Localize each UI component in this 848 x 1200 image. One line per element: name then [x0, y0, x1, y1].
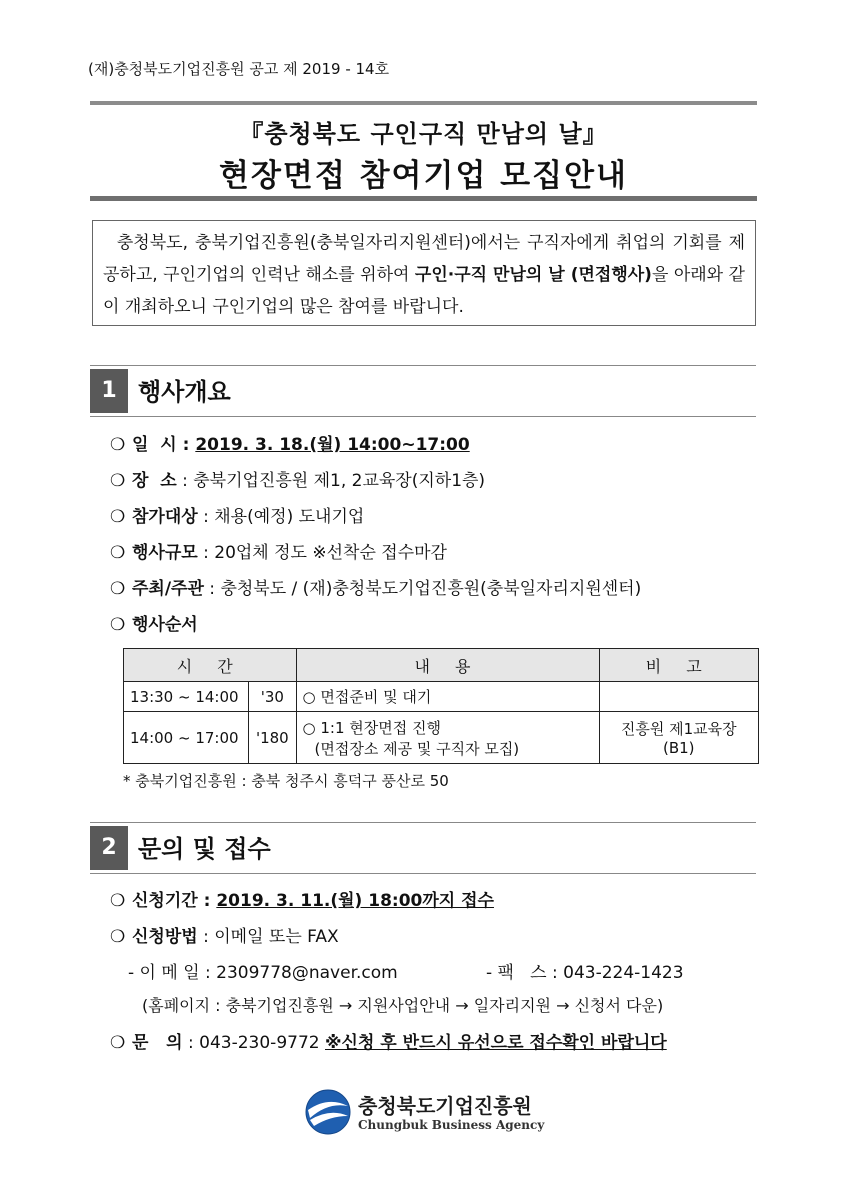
event-host-label: 주최/주관 — [132, 579, 204, 599]
apply-method-value: 이메일 또는 FAX — [214, 927, 339, 947]
event-place-label: 장 소 — [132, 471, 177, 491]
intro-text-bold: 구인·구직 만남의 날 (면접행사) — [414, 265, 652, 285]
schedule-content-cell: ○ 면접준비 및 대기 — [296, 682, 599, 712]
section2-number: 2 — [90, 826, 128, 870]
schedule-duration-cell: '180 — [249, 712, 296, 764]
circle-bullet-icon: ❍ — [110, 435, 126, 455]
schedule-table — [123, 648, 759, 764]
circle-bullet-icon: ❍ — [110, 507, 126, 527]
schedule-note-cell — [599, 682, 759, 712]
event-target-row: ❍ 참가대상 : 채용(예정) 도내기업 — [110, 507, 365, 527]
event-order-row — [110, 610, 198, 635]
section1-number: 1 — [90, 369, 128, 413]
table-row — [124, 682, 759, 712]
email-line: - 이 메 일 : 2309778@naver.com — [128, 963, 398, 983]
intro-text-part2: 을 아래와 같이 개최하오니 구인기업의 많은 참여를 바랍니다. — [103, 265, 745, 317]
event-place-value: 충북기업진흥원 제1, 2교육장(지하1층) — [193, 471, 486, 491]
notice-number: (재)충청북도기업진흥원 공고 제 2019 - 14호 — [88, 60, 390, 78]
inquiry-label: 문 의 — [132, 1033, 183, 1053]
globe-logo-icon — [304, 1088, 352, 1136]
table-row — [124, 712, 759, 764]
fax-line: - 팩 스 : 043-224-1423 — [486, 963, 684, 983]
event-target-label: 참가대상 — [132, 507, 198, 527]
circle-bullet-icon: ❍ — [110, 615, 126, 635]
event-host-value: 충청북도 / (재)충청북도기업진흥원(충북일자리지원센터) — [220, 579, 642, 599]
schedule-content-line2: (면접장소 제공 및 구직자 모집) — [314, 739, 520, 758]
apply-method-row: ❍ 신청방법 : 이메일 또는 FAX — [110, 927, 339, 947]
schedule-header-note: 비 고 — [599, 649, 759, 682]
schedule-time-cell: 13:30 ~ 14:00 — [124, 682, 249, 712]
event-scale-row: ❍ 행사규모 : 20업체 정도 ※선착순 접수마감 — [110, 543, 447, 563]
inquiry-value: 043-230-9772 — [199, 1033, 320, 1053]
schedule-content-cell — [296, 712, 599, 764]
logo-name: 충청북도기업진흥원 — [358, 1094, 532, 1118]
title-line1: 『충청북도 구인구직 만남의 날』 — [239, 120, 608, 148]
intro-text — [103, 227, 745, 323]
circle-bullet-icon: ❍ — [110, 891, 126, 911]
circle-bullet-icon: ❍ — [110, 543, 126, 563]
event-date-value: 2019. 3. 18.(월) 14:00~17:00 — [195, 435, 470, 455]
event-place-row: ❍ 장 소 : 충북기업진흥원 제1, 2교육장(지하1층) — [110, 471, 486, 491]
schedule-header-row — [124, 649, 759, 682]
circle-bullet-icon: ❍ — [110, 579, 126, 599]
homepage-line: (홈페이지 : 충북기업진흥원 → 지원사업안내 → 일자리지원 → 신청서 다운) — [142, 996, 664, 1015]
event-scale-label: 행사규모 — [132, 543, 198, 563]
apply-period-value: 2019. 3. 11.(월) 18:00까지 접수 — [216, 891, 494, 911]
section1-title: 행사개요 — [138, 378, 231, 406]
circle-bullet-icon: ❍ — [110, 471, 126, 491]
event-date-label: 일 시 — [132, 435, 177, 455]
address-note: * 충북기업진흥원 : 충북 청주시 흥덕구 풍산로 50 — [123, 772, 449, 790]
schedule-duration-cell: '30 — [249, 682, 296, 712]
schedule-note-cell: 진흥원 제1교육장(B1) — [599, 712, 759, 764]
title-top-rule — [90, 101, 757, 105]
inquiry-row: ❍ 문 의 : 043-230-9772 ※신청 후 반드시 유선으로 접수확인 바랍니다 — [110, 1033, 667, 1053]
schedule-content-line1: ○ 1:1 현장면접 진행 — [302, 718, 441, 737]
schedule-header-content: 내 용 — [296, 649, 599, 682]
schedule-header-time: 시 간 — [124, 649, 297, 682]
event-date-row: ❍ 일 시 : 2019. 3. 18.(월) 14:00~17:00 — [110, 435, 470, 455]
title-line2: 현장면접 참여기업 모집안내 — [219, 158, 628, 194]
apply-period-row: ❍ 신청기간 : 2019. 3. 11.(월) 18:00까지 접수 — [110, 891, 494, 911]
logo-english: Chungbuk Business Agency — [358, 1118, 545, 1132]
section1-header — [90, 365, 756, 417]
circle-bullet-icon: ❍ — [110, 927, 126, 947]
agency-logo — [304, 1088, 554, 1138]
schedule-time-cell: 14:00 ~ 17:00 — [124, 712, 249, 764]
section2-title: 문의 및 접수 — [138, 835, 271, 863]
event-host-row: ❍ 주최/주관 : 충청북도 / (재)충청북도기업진흥원(충북일자리지원센터) — [110, 579, 642, 599]
apply-period-label: 신청기간 — [132, 891, 198, 911]
title-bottom-rule — [90, 196, 757, 201]
event-scale-value: 20업체 정도 ※선착순 접수마감 — [214, 543, 447, 563]
circle-bullet-icon: ❍ — [110, 1033, 126, 1053]
inquiry-note: ※신청 후 반드시 유선으로 접수확인 바랍니다 — [325, 1033, 667, 1053]
section2-header — [90, 822, 756, 874]
event-order-label: 행사순서 — [132, 615, 198, 635]
intro-text-part1: 충청북도, 충북기업진흥원(충북일자리지원센터)에서는 구직자에게 취업의 기회를 제공하고, 구인기업의 인력난 해소를 위하여 — [103, 233, 745, 285]
intro-box — [92, 220, 756, 326]
apply-method-label: 신청방법 — [132, 927, 198, 947]
event-target-value: 채용(예정) 도내기업 — [214, 507, 365, 527]
